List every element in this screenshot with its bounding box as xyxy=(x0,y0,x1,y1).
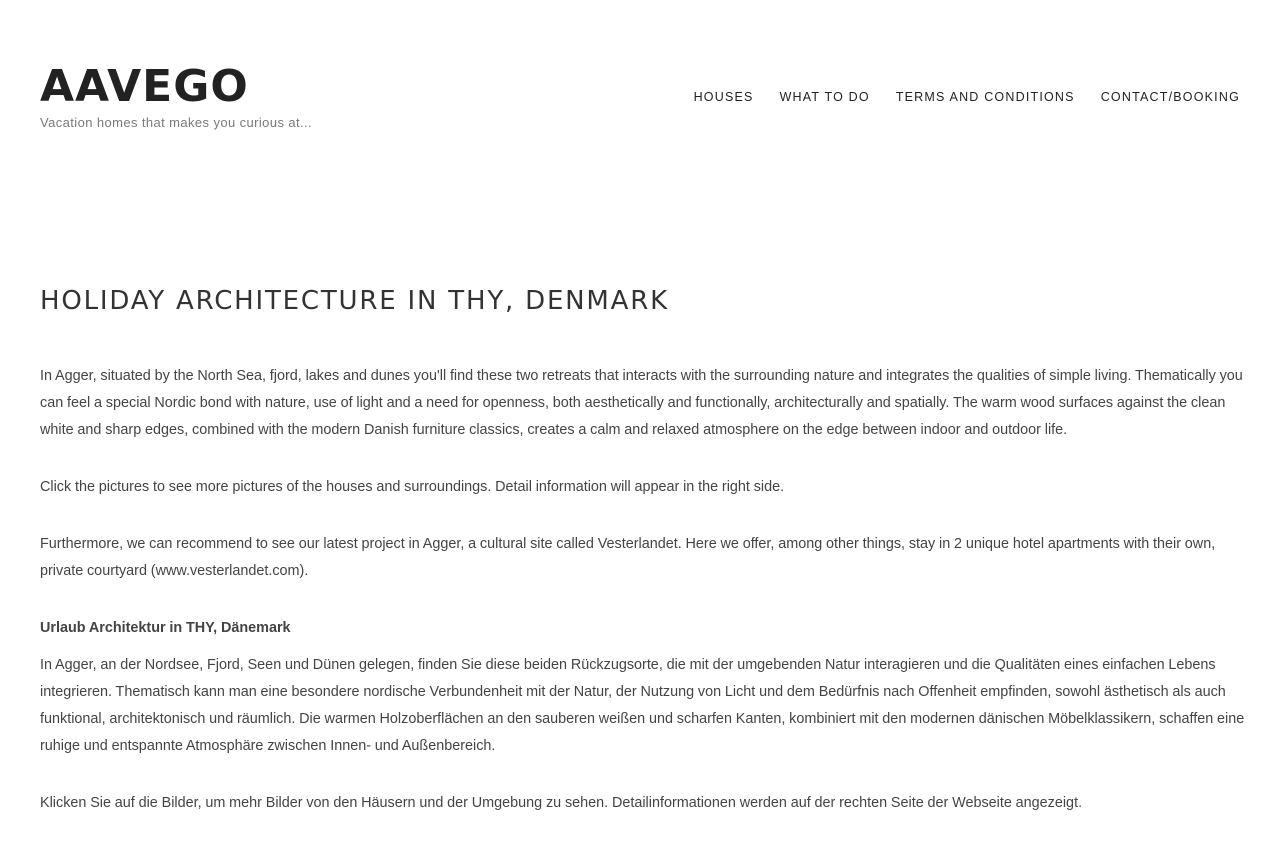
german-click-pictures-paragraph: Klicken Sie auf die Bilder, um mehr Bilder von den Häusern und der Umgebung zu sehen. Detailinformationen werden auf der rechten Seite der Webseite angezeigt. xyxy=(40,795,1083,811)
german-intro-paragraph: In Agger, an der Nordsee, Fjord, Seen und Dünen gelegen, finden Sie diese beiden Rückzugsorte, die mit der umgebenden Natur interagieren und die Qualitäten eines einfachen Lebens integrieren. Thematisch kann man eine besondere nordische Verbundenheit mit der Natur, der Nutzung von Licht und dem Bedürfnis nach Offenheit empfinden, sowohl ästhetisch als auch funktional, architektonisch und räumlich. Die warmen Holzoberflächen an den sauberen weißen und scharfen Kanten, kombiniert mit den modernen dänischen Möbelklassikern, schaffen eine ruhige und entspannte Atmosphäre zwischen Innen- und Außenbereich. xyxy=(40,657,1245,754)
nav-item-terms-and-conditions[interactable]: TERMS AND CONDITIONS xyxy=(895,90,1075,104)
vesterlandet-paragraph: Furthermore, we can recommend to see our latest project in Agger, a cultural site called Vesterlandet. Here we offer, among other things, stay in 2 unique hotel apartments with their own, private courtyard (www.vesterlandet.com). xyxy=(40,536,1216,579)
nav-item-houses[interactable]: HOUSES xyxy=(693,90,754,104)
site-header xyxy=(40,0,1240,160)
nav-item-what-to-do[interactable]: WHAT TO DO xyxy=(779,90,870,104)
click-pictures-paragraph: Click the pictures to see more pictures of the houses and surroundings. Detail information will appear in the right side. xyxy=(40,479,785,495)
german-heading: Urlaub Architektur in THY, Dänemark xyxy=(40,620,291,636)
site-tagline: Vacation homes that makes you curious at... xyxy=(40,115,313,130)
site-logo[interactable]: AAVEGO xyxy=(40,61,249,112)
main-content xyxy=(40,282,1245,847)
main-nav xyxy=(694,90,1240,104)
intro-paragraph: In Agger, situated by the North Sea, fjord, lakes and dunes you'll find these two retreats that interacts with the surrounding nature and integrates the qualities of simple living. Thematically you can feel a special Nordic bond with nature, use of light and a need for openness, both aesthetically and functionally, architecturally and spatially. The warm wood surfaces against the clean white and sharp edges, combined with the modern Danish furniture classics, creates a calm and relaxed atmosphere on the edge between indoor and outdoor life. xyxy=(40,368,1243,438)
page-title: HOLIDAY ARCHITECTURE IN THY, DENMARK xyxy=(40,286,669,316)
article-body xyxy=(40,363,1245,817)
nav-item-contact-booking[interactable]: CONTACT/BOOKING xyxy=(1100,90,1240,104)
